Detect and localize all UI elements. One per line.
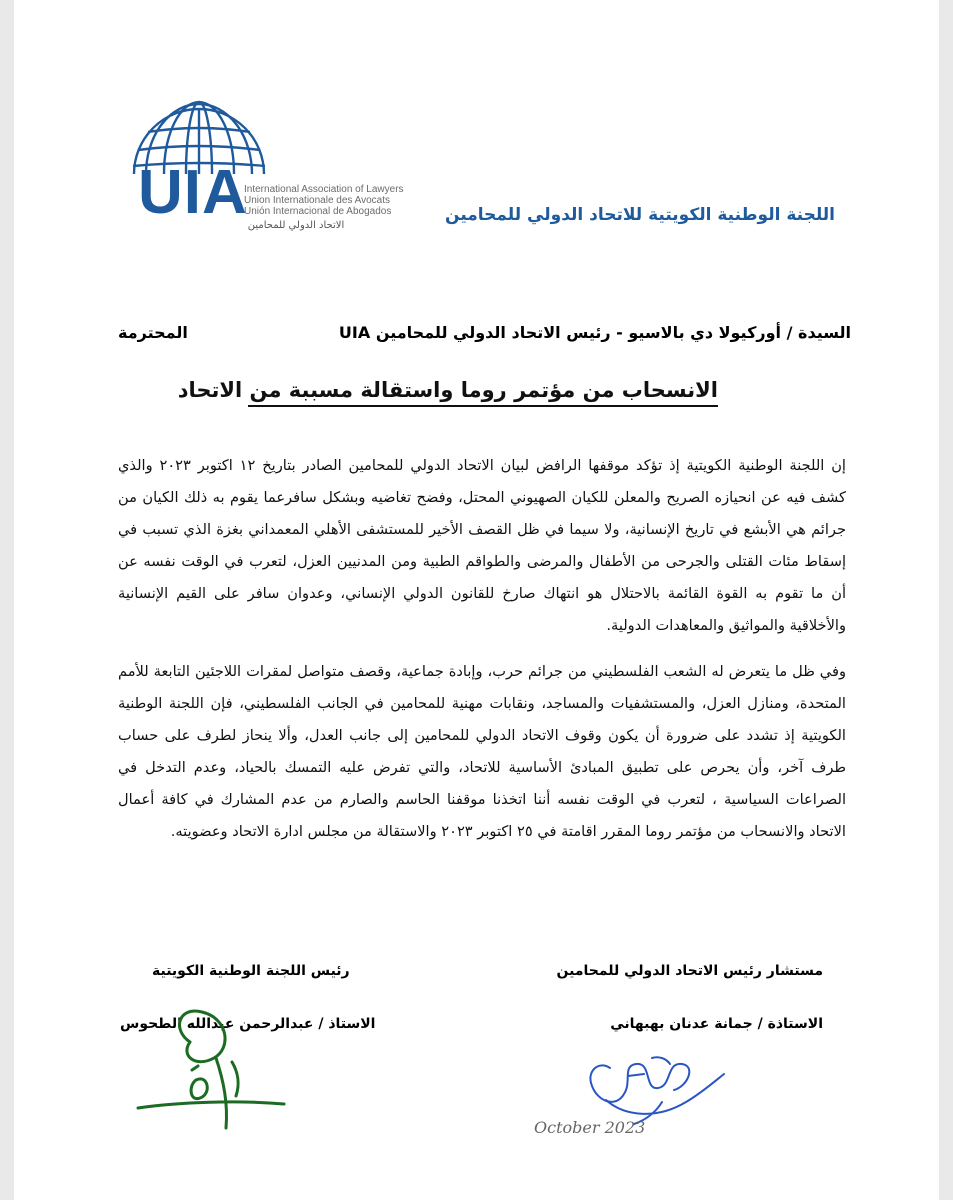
right-signatory-title: مستشار رئيس الاتحاد الدولي للمحامين xyxy=(556,963,823,979)
committee-header: اللجنة الوطنية الكويتية للاتحاد الدولي للمحامين xyxy=(445,205,835,225)
addressee-honorific: المحترمة xyxy=(118,323,188,342)
green-signature xyxy=(120,1000,300,1150)
left-signatory-name: الاستاذ / عبدالرحمن عبدالله الطحوس xyxy=(120,1016,376,1032)
letter-title: الانسحاب من مؤتمر روما واستقالة مسببة من الاتحاد xyxy=(248,378,718,407)
letter-page xyxy=(14,0,939,1200)
logo-line-es: Unión Internacional de Abogados xyxy=(244,206,392,217)
uia-logo xyxy=(124,100,424,250)
left-signatory-title: رئيس اللجنة الوطنية الكويتية xyxy=(152,963,350,979)
body-paragraph-1: إن اللجنة الوطنية الكويتية إذ تؤكد موقفها الرافض لبيان الاتحاد الدولي للمحامين الصادر بتاريخ ١٢ اكتوبر ٢٠٢٣ والذي كشف فيه عن انحيازه الصريح والمعلن للكيان الصهيوني المحتل، وفضح تغاضيه وبشكل سافرعما يقوم به ذلك الكيان من جرائم هي الأبشع في تاريخ الإنسانية، ولا سيما في ظل القصف الأخير للمستشفى الأهلي المعمداني بغزة الذي تسبب في إسقاط مئات القتلى والجرحى من الأطفال والمرضى والطواقم الطبية ومن المدنيين العزل، لتعرب في الوقت نفسه عن أن ما تقوم به القوة القائمة بالاحتلال هو انتهاك صارخ للقانون الدولي الإنساني، وعدوان سافر على القيم الإنسانية والأخلاقية والمواثيق والمعاهدات الدولية. xyxy=(118,457,846,634)
body-paragraph-2: وفي ظل ما يتعرض له الشعب الفلسطيني من جرائم حرب، وإبادة جماعية، وقصف متواصل لمقرات اللاجئين التابعة للأمم المتحدة، ومنازل العزل، والمستشفيات والمساجد، ونقابات مهنية للمحامين في الجانب الفلسطيني، فإن اللجنة الوطنية الكويتية إذ تشدد على ضرورة أن يكون وقوف الاتحاد الدولي للمحامين إلى جانب العدل، وألا ينحاز لطرف على حساب طرف آخر، وأن يحرص على تطبيق المبادئ الأساسية للاتحاد، والتي تفرض عليه التمسك بالحياد، وعدم التدخل في الصراعات السياسية ، لتعرب في الوقت نفسه أننا اتخذنا موقفنا الحاسم والصارم من عدم المشارك في كافة أعمال الاتحاد والانسحاب من مؤتمر روما المقرر اقامتة في ٢٥ اكتوبر ٢٠٢٣ والاستقالة من مجلس ادارة الاتحاد وعضويته. xyxy=(118,663,846,840)
letter-body xyxy=(118,450,846,862)
logo-line-fr: Union Internationale des Avocats xyxy=(244,195,391,206)
logo-subtitle xyxy=(244,184,424,217)
uia-wordmark: UIA xyxy=(138,158,248,227)
addressee-line: السيدة / أوركيولا دي بالاسيو - رئيس الاتحاد الدولي للمحامين UIA xyxy=(338,323,851,342)
logo-arabic: الاتحاد الدولي للمحامين xyxy=(247,220,345,231)
signature-date: October 2023 xyxy=(534,1118,646,1137)
logo-line-en: International Association of Lawyers xyxy=(244,184,404,195)
right-signatory-name: الاستاذة / جمانة عدنان بهبهاني xyxy=(610,1016,823,1032)
